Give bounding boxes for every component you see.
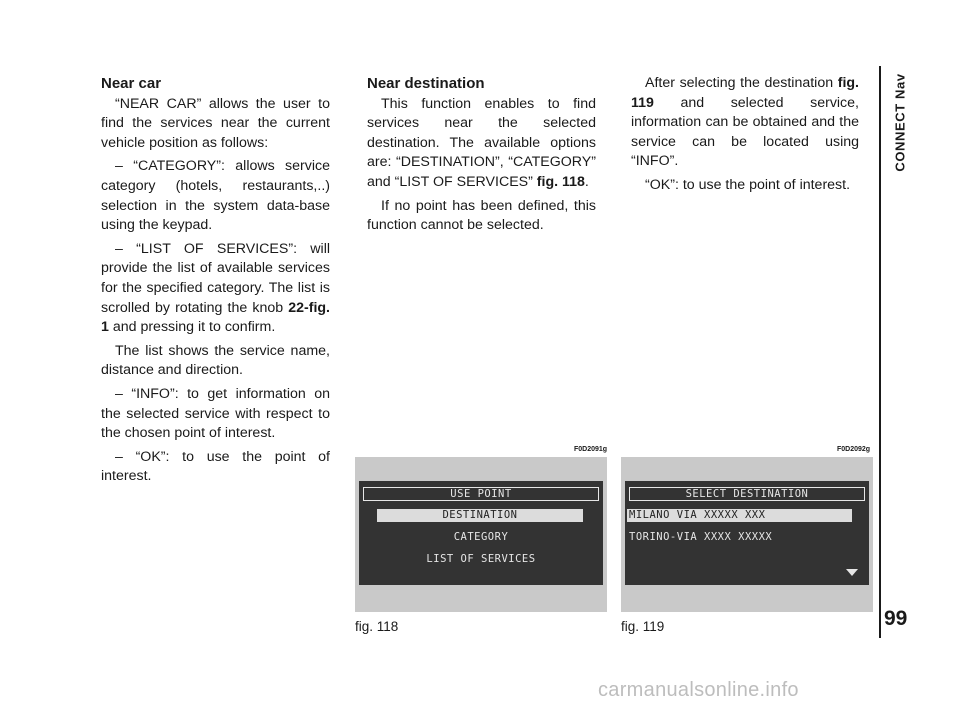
- text: This function enables to find services near the selected destination. The available options are: “DESTINATION”, “CATEGORY” and “LIST OF SERVICES”: [367, 95, 596, 190]
- paragraph: – “OK”: to use the point of interest.: [101, 448, 330, 485]
- figure-caption: fig. 119: [621, 619, 665, 634]
- menu-item: LIST OF SERVICES: [426, 553, 536, 565]
- figure-code: F0D2092g: [837, 446, 871, 453]
- figure-119-panel: [621, 457, 873, 612]
- paragraph: The list shows the service name, distance and direction.: [101, 342, 330, 379]
- paragraph: “NEAR CAR” allows the user to find the services near the current vehicle position as follows:: [101, 95, 330, 151]
- column-near-car: [101, 74, 330, 491]
- column-info: [631, 74, 859, 200]
- text: and pressing it to confirm.: [108, 319, 276, 336]
- display-screen: [625, 481, 869, 585]
- paragraph: [631, 74, 859, 172]
- heading-near-destination: Near destination: [367, 75, 485, 92]
- figure-reference: fig. 119: [631, 75, 859, 111]
- scroll-down-arrow-icon: [846, 569, 858, 576]
- menu-title-bar: SELECT DESTINATION: [629, 487, 865, 501]
- section-title-text: CONNECT Nav: [892, 72, 908, 172]
- menu-title-bar: USE POINT: [363, 487, 599, 501]
- text: .: [584, 173, 589, 190]
- text: After selecting the destination: [645, 75, 838, 91]
- paragraph: [367, 95, 596, 193]
- figure-caption: fig. 118: [355, 619, 399, 634]
- column-near-destination: [367, 74, 596, 240]
- paragraph: – “INFO”: to get information on the selected service with respect to the chosen point of interest.: [101, 385, 330, 442]
- paragraph: “OK”: to use the point of interest.: [645, 176, 851, 193]
- text: and selected service, information can be obtained and the service can be located using “INFO”.: [631, 94, 859, 170]
- figure-code: F0D2091g: [574, 446, 608, 453]
- figure-reference: fig. 118: [536, 173, 585, 190]
- page-number: 99: [884, 607, 908, 630]
- display-screen: [359, 481, 603, 585]
- heading-near-car: Near car: [101, 75, 162, 92]
- selected-list-item: MILANO VIA XXXXX XXX: [627, 509, 852, 522]
- paragraph: – “CATEGORY”: allows service category (hotels, restaurants,..) selection in the system data-base using the keypad.: [101, 158, 330, 234]
- section-title: [880, 72, 920, 172]
- selected-menu-item: DESTINATION: [377, 509, 583, 522]
- paragraph: [101, 240, 330, 338]
- paragraph: If no point has been defined, this function cannot be selected.: [367, 197, 596, 234]
- figure-reference: 22-fig. 1: [101, 299, 330, 336]
- list-item: TORINO-VIA XXXX XXXXX: [629, 531, 773, 543]
- figure-118-panel: [355, 457, 607, 612]
- watermark: carmanualsonline.info: [598, 679, 799, 701]
- text: – “LIST OF SERVICES”: will provide the list of available services for the specified category. The list is scrolled by rotating the knob: [101, 240, 330, 316]
- menu-item: CATEGORY: [453, 531, 509, 543]
